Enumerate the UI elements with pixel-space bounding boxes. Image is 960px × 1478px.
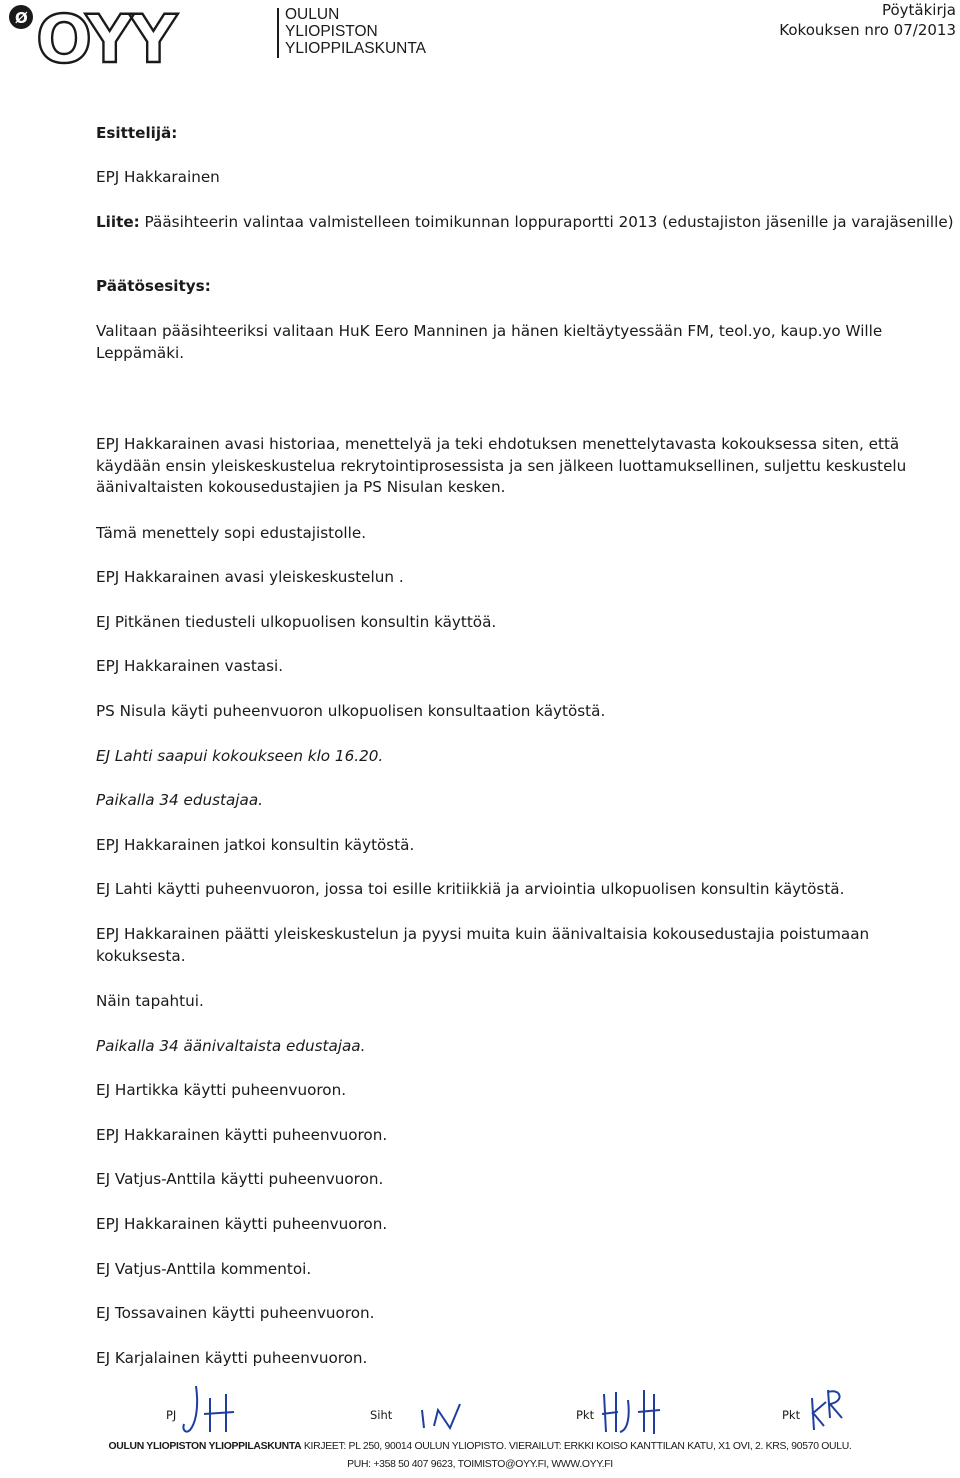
presenter-label: Esittelijä: — [96, 124, 178, 142]
paragraph: EJ Hartikka käytti puheenvuoron. — [96, 1081, 347, 1099]
paragraph-italic: EJ Lahti saapui kokoukseen klo 16.20. — [96, 747, 384, 765]
svg-text:Ø: Ø — [15, 9, 28, 27]
paragraph: EJ Karjalainen käytti puheenvuoron. — [96, 1349, 368, 1367]
paragraph: EJ Lahti käytti puheenvuoron, jossa toi esille kritiikkiä ja arviointia ulkopuolisen konsultin käytöstä. — [96, 880, 845, 898]
org-name-line3: YLIOPPILASKUNTA — [285, 40, 426, 57]
paragraph: EPJ Hakkarainen käytti puheenvuoron. — [96, 1126, 388, 1144]
presenter-name: EPJ Hakkarainen — [96, 168, 220, 186]
document-type: Pöytäkirja — [881, 1, 956, 19]
pkt2-signature — [802, 1380, 862, 1438]
logo-wordmark: OYY — [36, 2, 174, 66]
meeting-number: Kokouksen nro 07/2013 — [779, 21, 956, 39]
paragraph: EJ Vatjus-Anttila käytti puheenvuoron. — [96, 1170, 384, 1188]
proposal-label: Päätösesitys: — [96, 277, 211, 295]
footer-org: OULUN YLIOPISTON YLIOPPILASKUNTA — [108, 1441, 302, 1452]
org-name — [285, 6, 426, 57]
proposal-text: Valitaan pääsihteeriksi valitaan HuK Eero Manninen ja hänen kieltäytyessään FM, teol.yo, kaup.yo Wille Leppämäki. — [96, 322, 883, 362]
siht-signature — [416, 1380, 486, 1438]
paragraph: Näin tapahtui. — [96, 992, 204, 1010]
attachment-label: Liite: — [96, 213, 140, 231]
footer-address-text: KIRJEET: PL 250, 90014 OULUN YLIOPISTO. VIERAILUT: ERKKI KOISO KANTTILAN KATU, X1 OVI, 2. KRS, 90570 OULU. — [301, 1441, 852, 1452]
attachment — [96, 212, 958, 234]
pj-label: PJ — [166, 1408, 177, 1422]
siht-label: Siht — [370, 1408, 393, 1422]
footer-address — [0, 1441, 960, 1452]
footer-contact: PUH: +358 50 407 9623, TOIMISTO@OYY.FI, WWW.OYY.FI — [347, 1459, 613, 1470]
pkt1-label: Pkt — [576, 1408, 595, 1422]
paragraph: EPJ Hakkarainen päätti yleiskeskustelun ja pyysi muita kuin äänivaltaisia kokousedustajia poistumaan kokuksesta. — [96, 925, 870, 965]
document-meta — [779, 0, 956, 40]
paragraph-procedure: EPJ Hakkarainen avasi historiaa, menettelyä ja teki ehdotuksen menettelytavasta kokouksessa siten, että käydään ensin yleiskeskustelua rekrytointiprosessista ja sen jälkeen luottamuksellinen, suljettu keskustelu äänivaltaisten kokousedustajien ja PS Nisulan kesken. — [96, 435, 907, 496]
paragraph: Tämä menettely sopi edustajistolle. — [96, 524, 367, 542]
paragraph: EJ Tossavainen käytti puheenvuoron. — [96, 1304, 375, 1322]
org-name-line1: OULUN — [285, 6, 340, 23]
paragraph: EPJ Hakkarainen jatkoi konsultin käytöstä. — [96, 836, 415, 854]
pj-signature — [182, 1380, 252, 1438]
paragraph-italic: Paikalla 34 edustajaa. — [96, 791, 263, 809]
pkt2-label: Pkt — [782, 1408, 801, 1422]
paragraph: EJ Vatjus-Anttila kommentoi. — [96, 1260, 312, 1278]
signature-row — [0, 1380, 960, 1440]
paragraph-italic: Paikalla 34 äänivaltaista edustajaa. — [96, 1037, 366, 1055]
pkt1-signature — [598, 1380, 668, 1438]
attachment-text: Pääsihteerin valintaa valmistelleen toimikunnan loppuraportti 2013 (edustajiston jäsenille ja varajäsenille) — [139, 213, 954, 231]
paragraph: EPJ Hakkarainen käytti puheenvuoron. — [96, 1215, 388, 1233]
org-name-line2: YLIOPISTON — [285, 23, 378, 40]
paragraph: PS Nisula käyti puheenvuoron ulkopuolisen konsultaation käytöstä. — [96, 702, 606, 720]
paragraph: EPJ Hakkarainen avasi yleiskeskustelun . — [96, 568, 404, 586]
paragraph: EPJ Hakkarainen vastasi. — [96, 657, 284, 675]
paragraph: EJ Pitkänen tiedusteli ulkopuolisen konsultin käyttöä. — [96, 613, 497, 631]
